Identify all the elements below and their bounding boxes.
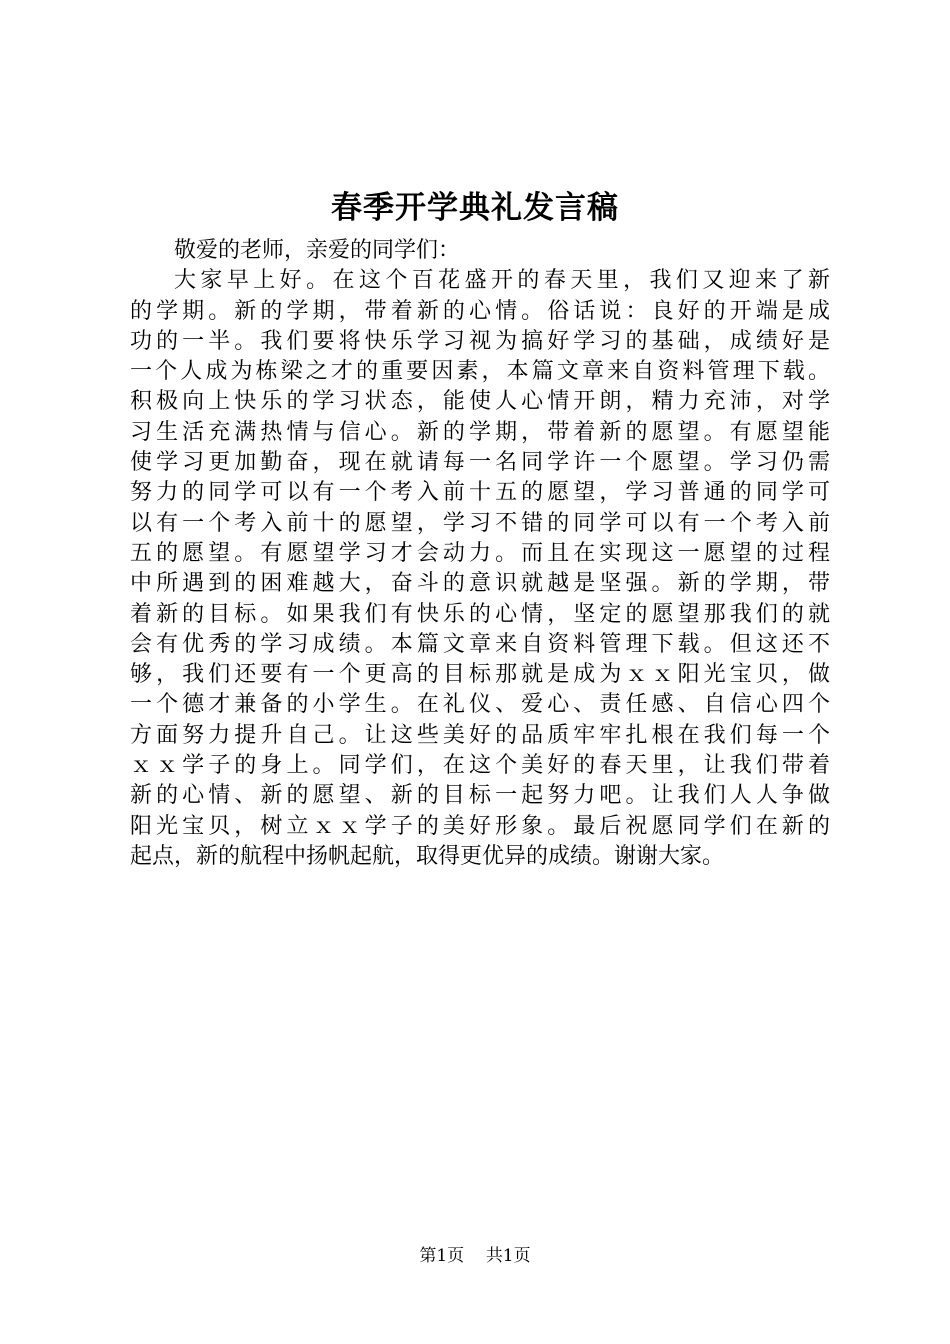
page-number: 第1页: [419, 1246, 465, 1266]
body-line: 使学习更加勤奋，现在就请每一名同学许一个愿望。学习仍需: [130, 450, 830, 476]
body-line: 大家早上好。在这个百花盛开的春天里，我们又迎来了新: [174, 268, 830, 294]
document-title: 春季开学典礼发言稿: [331, 190, 619, 226]
body-line: 起点，新的航程中扬帆起航，取得更优异的成绩。谢谢大家。: [130, 843, 725, 869]
body-line: 够，我们还要有一个更高的目标那就是成为ｘｘ阳光宝贝，做: [130, 662, 830, 688]
body-line: 新的心情、新的愿望、新的目标一起努力吧。让我们人人争做: [130, 783, 830, 809]
body-line: 一个人成为栋梁之才的重要因素，本篇文章来自资料管理下载。: [130, 359, 830, 385]
body-line: 会有优秀的学习成绩。本篇文章来自资料管理下载。但这还不: [130, 631, 830, 657]
body-line: 一个德才兼备的小学生。在礼仪、爱心、责任感、自信心四个: [130, 692, 830, 718]
footer-spacer: [470, 1246, 481, 1266]
page-total: 共1页: [485, 1246, 531, 1266]
body-line: 中所遇到的困难越大，奋斗的意识就越是坚强。新的学期，带: [130, 571, 830, 597]
body-line: 功的一半。我们要将快乐学习视为搞好学习的基础，成绩好是: [130, 328, 830, 354]
body-line: 以有一个考入前十的愿望，学习不错的同学可以有一个考入前: [130, 510, 830, 536]
body-line: 阳光宝贝，树立ｘｘ学子的美好形象。最后祝愿同学们在新的: [130, 813, 830, 839]
body-line: 努力的同学可以有一个考入前十五的愿望，学习普通的同学可: [130, 480, 830, 506]
salutation-line: 敬爱的老师，亲爱的同学们：: [174, 238, 461, 263]
document-body: [130, 236, 830, 872]
page-footer: [0, 1244, 950, 1268]
body-line: 着新的目标。如果我们有快乐的心情，坚定的愿望那我们的就: [130, 601, 830, 627]
body-line: 的学期。新的学期，带着新的心情。俗话说：良好的开端是成: [130, 298, 830, 324]
body-line: 五的愿望。有愿望学习才会动力。而且在实现这一愿望的过程: [130, 540, 830, 566]
body-line: 方面努力提升自己。让这些美好的品质牢牢扎根在我们每一个: [130, 722, 830, 748]
body-line: 积极向上快乐的学习状态，能使人心情开朗，精力充沛，对学: [130, 389, 830, 415]
body-line: ｘｘ学子的身上。同学们，在这个美好的春天里，让我们带着: [130, 753, 830, 779]
body-line: 习生活充满热情与信心。新的学期，带着新的愿望。有愿望能: [130, 419, 830, 445]
